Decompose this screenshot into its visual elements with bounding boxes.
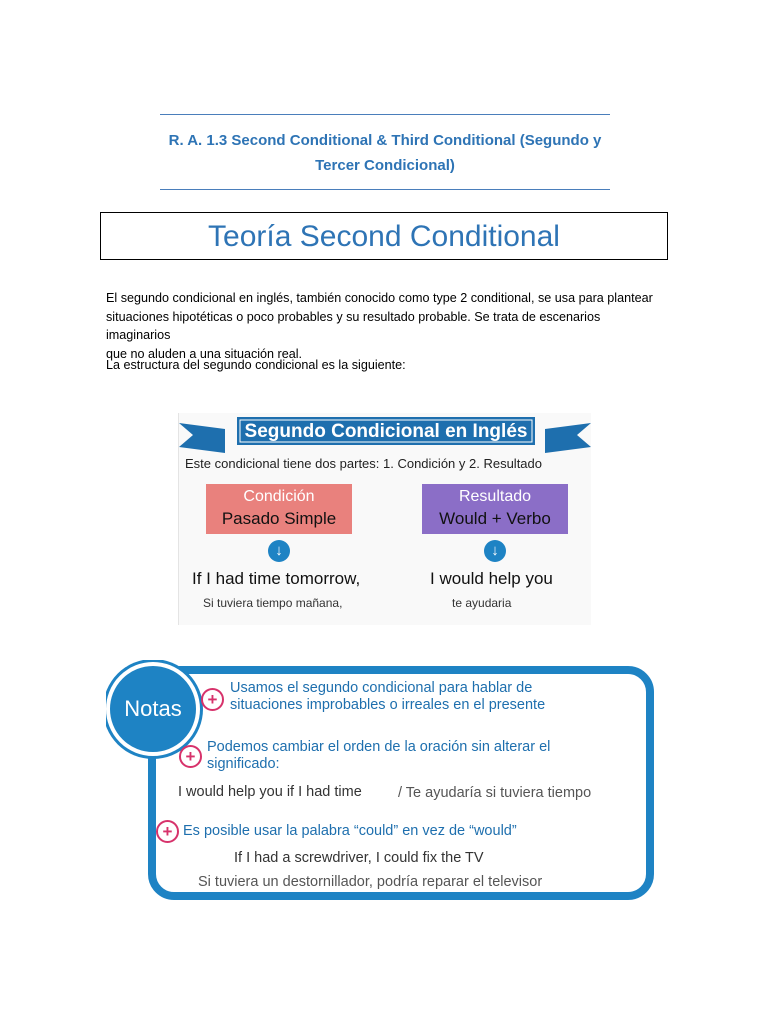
plus-icon: +: [201, 688, 224, 711]
section-heading: [130, 128, 640, 178]
result-example-translation: te ayudaria: [452, 596, 512, 610]
down-arrow-icon: ↓: [484, 540, 506, 562]
structure-paragraph: La estructura del segundo condicional es la siguiente:: [106, 358, 406, 372]
note-1-line-2: situaciones improbables o irreales en el presente: [230, 697, 546, 713]
intro-line-1: El segundo condicional en inglés, también conocido como type 2 conditional, se usa para plantear: [106, 291, 653, 305]
note-3-example-es: Si tuviera un destornillador, podría reparar el televisor: [198, 874, 543, 890]
intro-line-2: situaciones hipotéticas o poco probables y su resultado probable. Se trata de escenarios imaginarios: [106, 309, 601, 342]
note-3: Es posible usar la palabra “could” en vez de “would”: [183, 823, 517, 839]
section-heading-line1: R. A. 1.3 Second Conditional & Third Conditional (Segundo y: [168, 132, 602, 149]
note-3-example-en: If I had a screwdriver, I could fix the TV: [234, 850, 484, 866]
note-2-line-1: Podemos cambiar el orden de la oración sin alterar el: [207, 739, 551, 755]
result-example: I would help you: [430, 569, 553, 588]
condition-example: If I had time tomorrow,: [192, 569, 361, 588]
intro-line-3: que no aluden a una situación real.: [106, 346, 303, 361]
condition-example-translation: Si tuviera tiempo mañana,: [203, 596, 343, 610]
notes-badge-label: Notas: [124, 696, 182, 721]
banner-title: Segundo Condicional en Inglés: [244, 421, 528, 442]
notes-figure: [106, 660, 660, 906]
condition-subtitle: Pasado Simple: [221, 509, 337, 528]
result-subtitle: Would + Verbo: [439, 509, 551, 528]
second-conditional-figure: [178, 413, 591, 625]
result-heading: Resultado: [458, 488, 532, 505]
note-2-example-en: I would help you if I had time: [178, 784, 362, 800]
plus-icon: +: [156, 820, 179, 843]
note-2: [207, 739, 550, 773]
intro-paragraph: [106, 289, 666, 363]
condition-heading: Condición: [243, 488, 315, 505]
result-box: [422, 484, 568, 534]
note-1: [230, 680, 545, 714]
title-box: [100, 212, 668, 260]
figure-subtitle: Este condicional tiene dos partes: 1. Condición y 2. Resultado: [185, 456, 542, 471]
note-1-line-1: Usamos el segundo condicional para hablar de: [230, 680, 533, 696]
down-arrow-icon: ↓: [268, 540, 290, 562]
header-top-rule: [160, 114, 610, 115]
page-title: Teoría Second Conditional: [208, 220, 560, 253]
note-2-example-es: / Te ayudaría si tuviera tiempo: [398, 785, 592, 801]
plus-icon: +: [179, 745, 202, 768]
section-heading-line2: Tercer Condicional): [315, 157, 455, 174]
condition-box: [206, 484, 352, 534]
notes-badge: [106, 662, 200, 756]
header-bottom-rule: [160, 189, 610, 190]
note-2-line-2: significado:: [207, 756, 280, 772]
